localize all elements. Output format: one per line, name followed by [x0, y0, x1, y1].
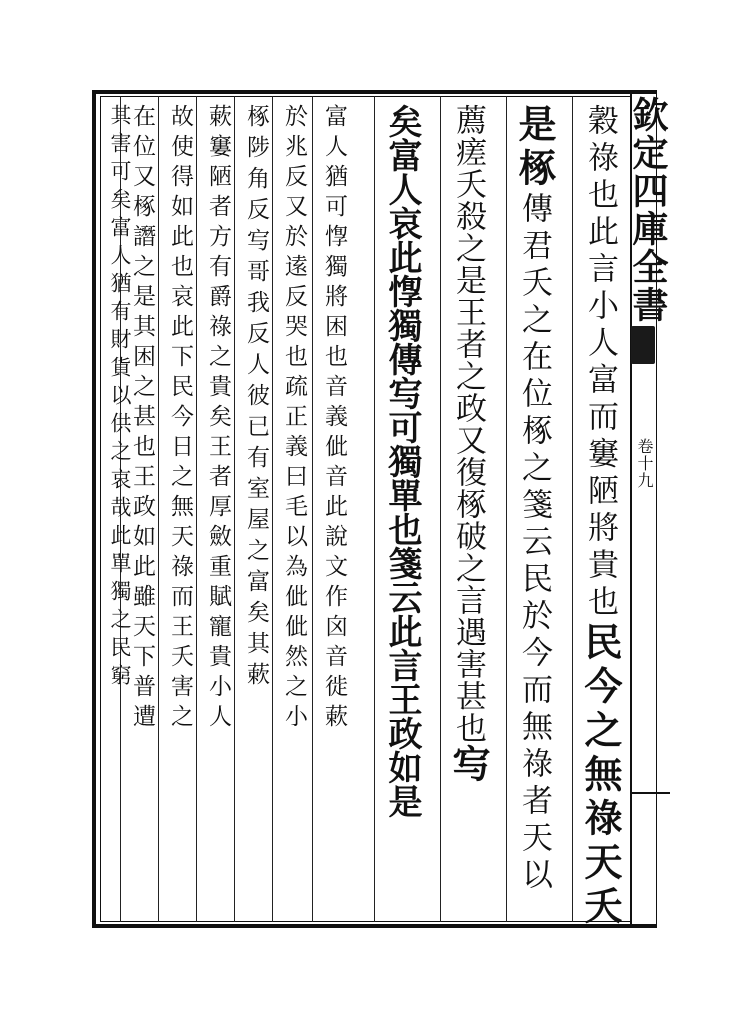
- column-text: 故使得如此也哀此下民今日之無天祿而王夭害之: [167, 104, 193, 734]
- text-column-3: [446, 104, 490, 788]
- column-rule: [572, 96, 573, 922]
- column-rule: [196, 96, 197, 922]
- column-rule: [234, 96, 235, 922]
- column-text: 傳君夭之在位椓之箋云民於今而無祿者天以: [516, 192, 552, 895]
- text-column-8: [202, 104, 234, 734]
- column-text: 富人猶可惸獨將困也音義佌音此說文作囟音徙蔌: [321, 104, 347, 734]
- seal-mark: [631, 326, 655, 364]
- chapter-label: 卷十九: [635, 438, 654, 489]
- column-text: 蔌窶陋者方有爵祿之貴矣王者厚斂重賦寵貴小人: [205, 104, 231, 734]
- column-rule: [312, 96, 313, 922]
- column-text: 薦瘥夭殺之是王者之政又復椓破之言遇害甚也: [450, 104, 486, 744]
- text-column-2: [512, 104, 556, 895]
- margin-tick: [630, 792, 670, 794]
- column-emphasis: 㝍: [446, 744, 491, 788]
- text-column-9: [164, 104, 196, 734]
- book-title: 欽定四庫全書: [627, 96, 669, 324]
- column-text: 穀祿也此言小人富而窶陋將貴也: [582, 104, 618, 622]
- column-text: 椓陟角反㝍哥我反人彼已有室屋之富矣其蔌: [243, 104, 269, 693]
- text-column-4: [380, 104, 424, 818]
- text-column-6: [278, 104, 310, 734]
- column-text: 其害可矣富人猶有財貨以供之哀哉此單獨之民窮: [108, 104, 132, 692]
- text-column-5: [318, 104, 350, 734]
- text-column-11: [104, 104, 136, 692]
- column-text: 在位又椓譖之是其困之甚也王政如此雖天下普遭: [129, 104, 155, 734]
- column-rule: [506, 96, 507, 922]
- column-rule: [440, 96, 441, 922]
- text-column-1: [578, 104, 622, 930]
- column-emphasis: 是椓: [512, 104, 557, 192]
- column-text: 矣富人哀此惸獨傳㝍可獨單也箋云此言王政如是: [382, 104, 422, 818]
- column-rule: [374, 96, 375, 922]
- column-rule: [272, 96, 273, 922]
- column-text: 於兆反又於逺反哭也疏正義曰毛以為佌佌然之小: [281, 104, 307, 734]
- column-rule: [158, 96, 159, 922]
- text-column-7: [240, 104, 272, 693]
- column-emphasis: 民今之無祿天夭: [578, 622, 623, 930]
